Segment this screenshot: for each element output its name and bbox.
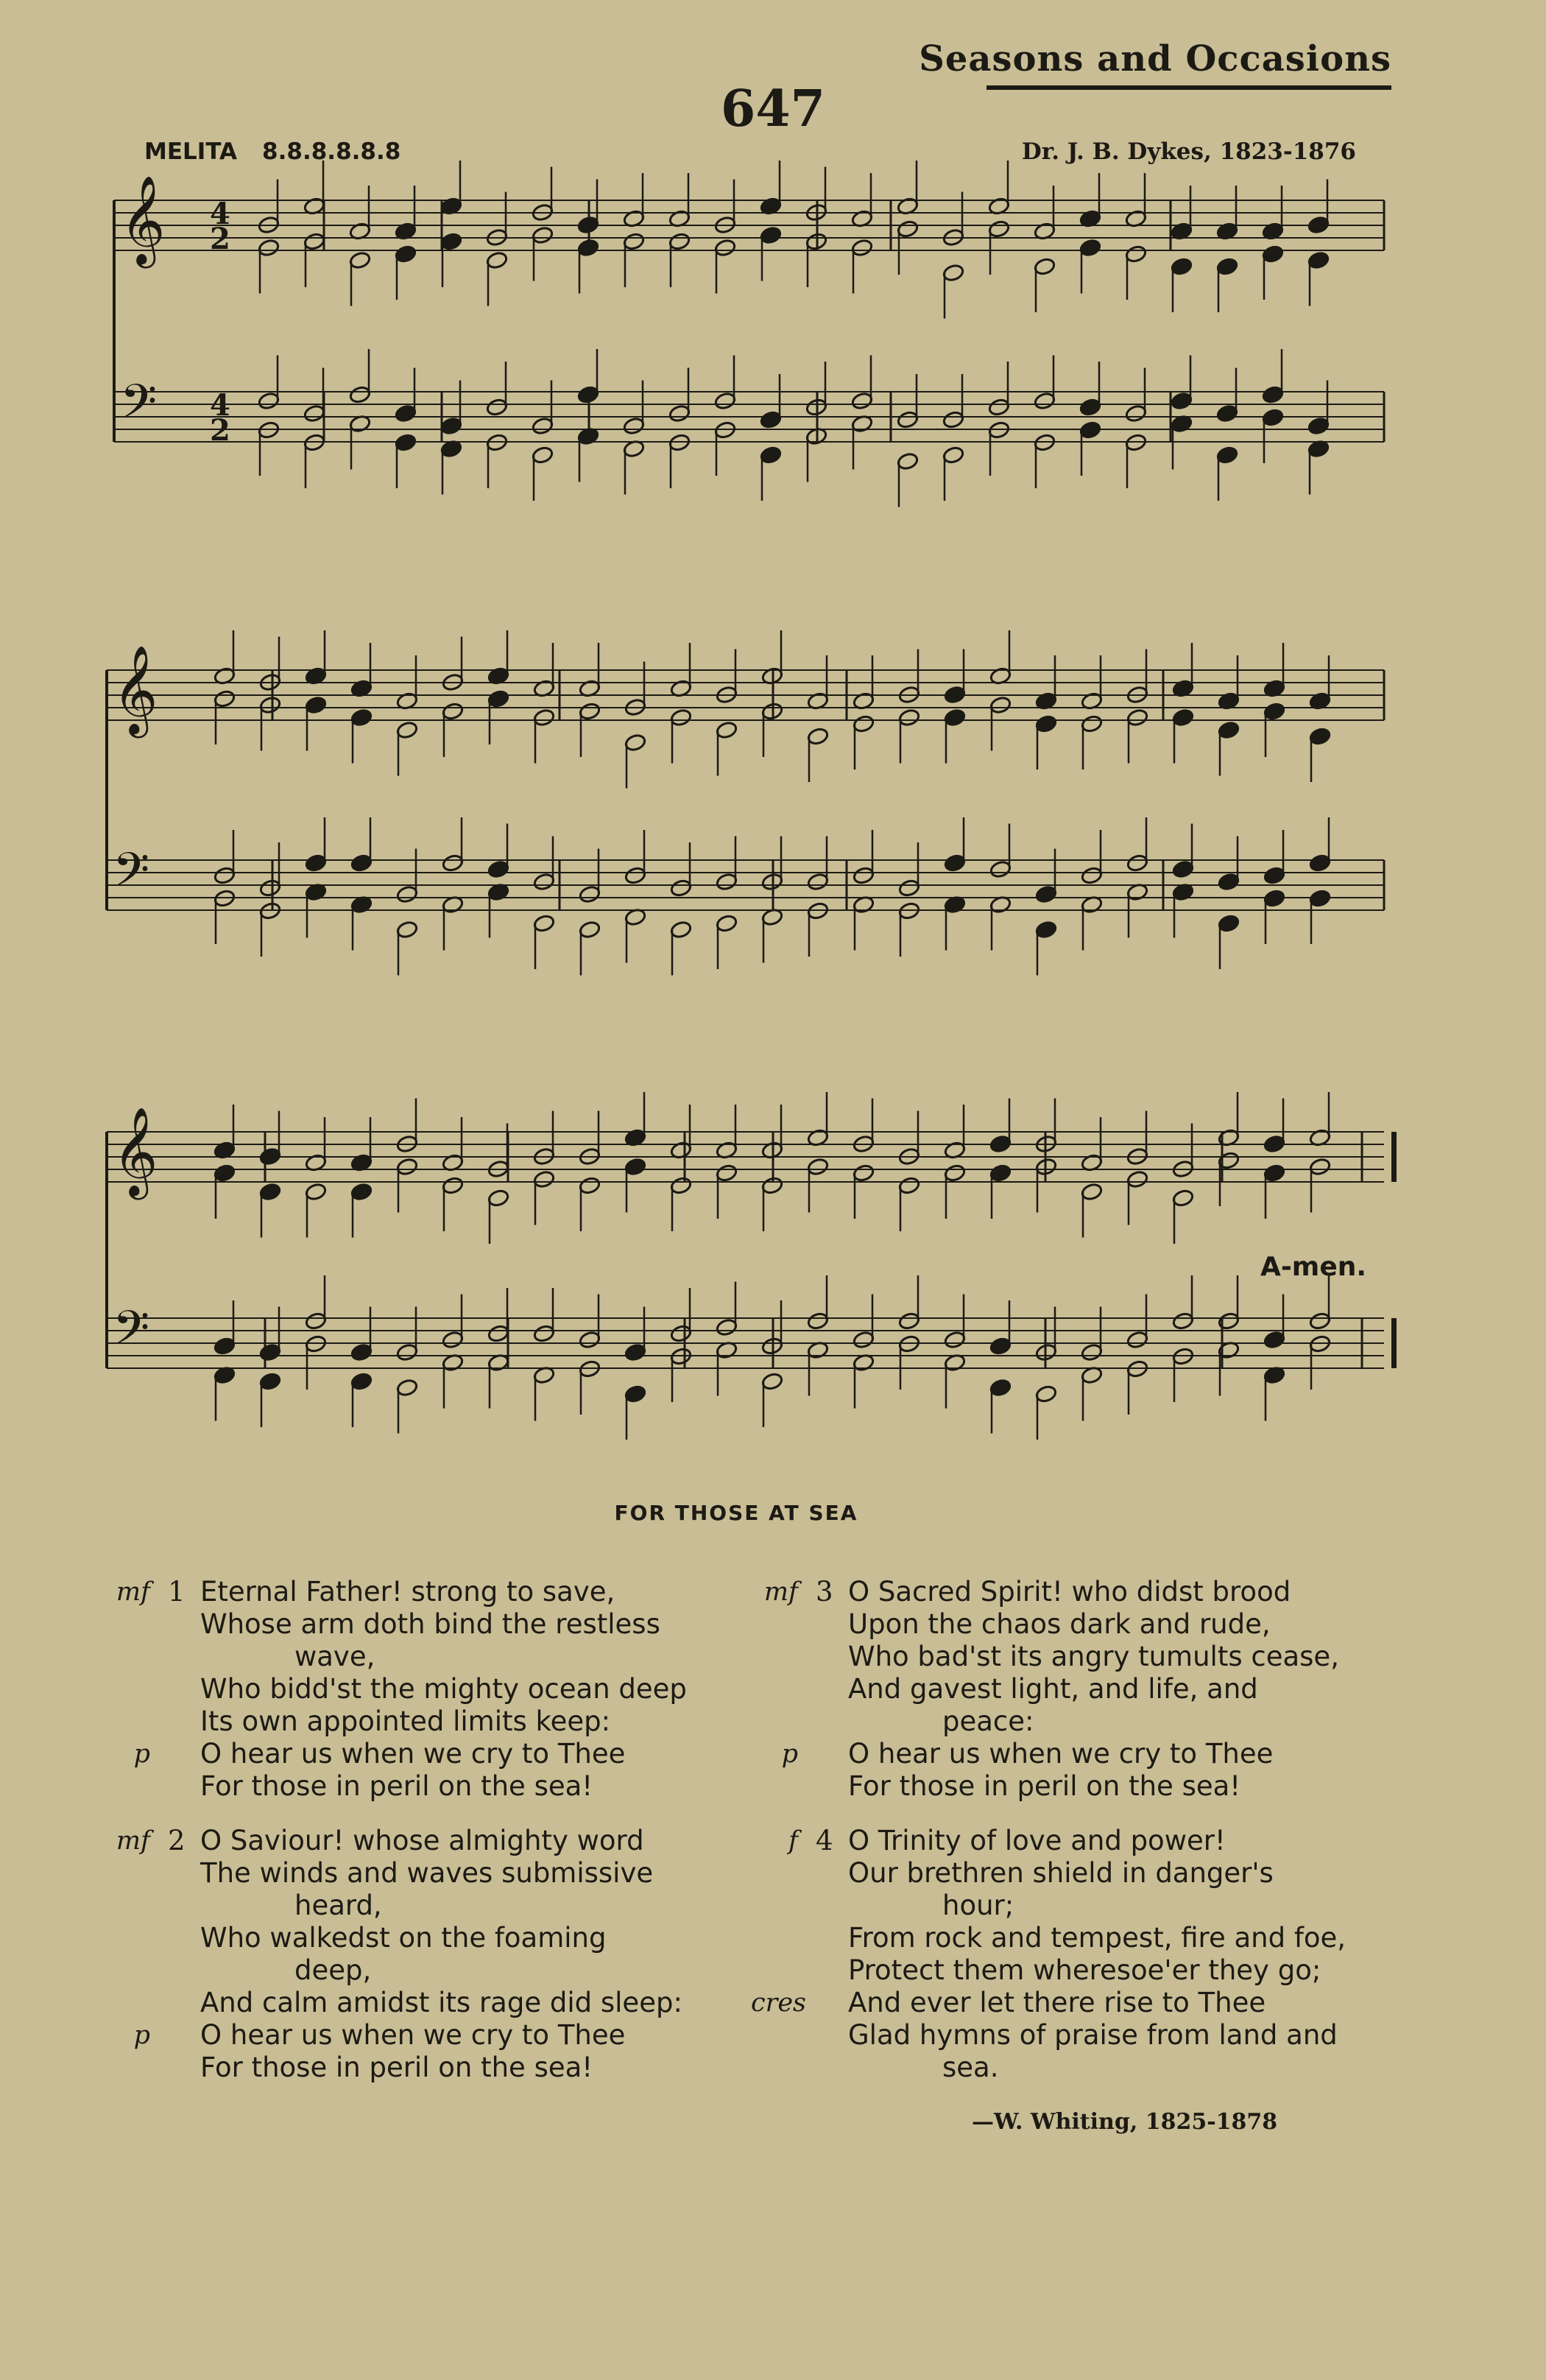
note-head — [989, 696, 1012, 715]
note-head — [305, 1312, 328, 1331]
note-head — [442, 1176, 465, 1195]
note-head — [1218, 873, 1240, 892]
note-head — [579, 920, 601, 940]
note-head — [807, 1158, 830, 1177]
note-head — [305, 1183, 328, 1202]
note-head — [760, 446, 783, 465]
note-head — [577, 216, 600, 235]
note-head — [579, 1176, 601, 1195]
note-head — [486, 398, 509, 417]
note-head — [259, 1372, 282, 1391]
verse-line — [103, 2052, 736, 2084]
note-head — [1081, 1183, 1104, 1202]
note-head — [851, 392, 874, 411]
verse-line — [751, 1576, 1399, 1608]
composer-credit: Dr. J. B. Dykes, 1823-1876 — [1021, 138, 1356, 165]
verse-line — [751, 1705, 1399, 1738]
note-head — [1172, 860, 1195, 879]
verse-line — [103, 1890, 736, 1922]
note-head — [989, 1337, 1012, 1356]
note-head — [259, 1183, 282, 1202]
note-head — [1125, 404, 1148, 423]
verse-line — [103, 1770, 736, 1803]
note-head — [258, 392, 280, 411]
note-head — [350, 1343, 373, 1362]
verse-line-text: And gavest light, and life, and — [848, 1673, 1258, 1705]
note-head — [487, 1189, 510, 1208]
verse-line-text: Our brethren shield in danger's — [848, 1857, 1274, 1889]
note-head — [533, 1324, 556, 1343]
verse-line-text: hour; — [942, 1890, 1014, 1921]
note-head — [1081, 1343, 1104, 1362]
note-head — [396, 885, 419, 904]
note-head — [716, 721, 738, 740]
note-head — [670, 1176, 693, 1195]
verse-line — [751, 2052, 1399, 2084]
note-head — [1307, 417, 1330, 436]
dynamic-marking: cres — [751, 1988, 807, 2018]
note-head — [1126, 1170, 1149, 1189]
verse-line — [751, 2019, 1399, 2052]
note-head — [533, 708, 556, 728]
verse-line-text: Who walkedst on the foaming — [200, 1922, 607, 1954]
note-head — [1262, 244, 1285, 264]
note-head — [714, 392, 737, 411]
verse-line-text: wave, — [294, 1641, 375, 1672]
note-head — [1263, 866, 1286, 885]
note-head — [942, 446, 965, 465]
note-head — [305, 853, 328, 873]
note-head — [533, 1170, 556, 1189]
note-head — [670, 708, 693, 728]
note-head — [1309, 1158, 1332, 1177]
note-head — [761, 1372, 784, 1391]
dynamic-marking: p — [133, 1739, 150, 1769]
treble-clef-icon: 𝄞 — [113, 644, 158, 734]
note-head — [1079, 420, 1102, 440]
note-head — [897, 410, 920, 429]
verse-line — [103, 1576, 736, 1608]
note-head — [1172, 1312, 1195, 1331]
note-head — [1172, 1189, 1195, 1208]
note-head — [532, 226, 554, 245]
verse-line-text: Who bad'st its angry tumults cease, — [848, 1641, 1339, 1672]
note-head — [1081, 866, 1104, 885]
verse-line — [751, 1954, 1399, 1987]
note-head — [623, 417, 646, 436]
note-head — [851, 239, 874, 258]
verse-line — [751, 1825, 1399, 1857]
note-head — [1126, 708, 1149, 728]
note-head — [944, 708, 967, 728]
note-head — [761, 1176, 784, 1195]
amen-label: A-men. — [1260, 1252, 1367, 1282]
note-head — [1171, 257, 1193, 276]
note-head — [944, 1163, 967, 1183]
verse-line-text: peace: — [942, 1705, 1034, 1737]
note-head — [1081, 714, 1104, 733]
author-attribution: —W. Whiting, 1825-1878 — [972, 2109, 1278, 2135]
note-head — [259, 1147, 282, 1166]
note-head — [395, 404, 417, 423]
note-head — [305, 696, 328, 715]
note-head — [898, 708, 921, 728]
note-head — [533, 873, 556, 892]
note-head — [1307, 216, 1330, 235]
note-head — [807, 873, 830, 892]
bass-clef-icon: 𝄢 — [113, 1301, 150, 1367]
note-head — [533, 914, 556, 933]
note-head — [716, 1163, 738, 1183]
note-head — [1218, 721, 1240, 740]
note-head — [760, 226, 783, 245]
note-head — [624, 1158, 647, 1177]
verse-line-text: O Trinity of love and power! — [848, 1825, 1226, 1856]
note-head — [579, 702, 601, 721]
note-head — [1171, 392, 1193, 411]
note-head — [853, 1331, 875, 1350]
note-head — [213, 1163, 236, 1183]
note-head — [807, 1312, 830, 1331]
note-head — [440, 232, 463, 251]
verse-line-text: And ever let there rise to Thee — [848, 1987, 1266, 2018]
note-head — [716, 914, 738, 933]
verse-line-text: And calm amidst its rage did sleep: — [200, 1987, 682, 2018]
note-head — [396, 920, 419, 940]
note-head — [1216, 404, 1239, 423]
note-head — [1218, 1151, 1240, 1170]
note-head — [259, 696, 282, 715]
verse-line — [751, 1738, 1399, 1770]
note-head — [396, 1343, 419, 1362]
note-head — [487, 860, 510, 879]
note-head — [942, 410, 965, 429]
verse-line-text: For those in peril on the sea! — [200, 2052, 593, 2083]
verse-line — [103, 1954, 736, 1987]
verse-line-text: Whose arm doth bind the restless — [200, 1608, 660, 1640]
verse-line-text: For those in peril on the sea! — [848, 1770, 1241, 1802]
note-head — [624, 866, 647, 885]
note-head — [440, 417, 463, 436]
verse-line-text: O Sacred Spirit! who didst brood — [848, 1576, 1291, 1608]
note-head — [989, 1163, 1012, 1183]
note-head — [1218, 1312, 1240, 1331]
note-head — [396, 1379, 419, 1398]
note-head — [1172, 708, 1195, 728]
dynamic-marking: mf — [116, 1826, 150, 1856]
verse-line-text: sea. — [942, 2052, 999, 2083]
note-head — [897, 219, 920, 239]
note-head — [944, 686, 967, 705]
verse-line-text: O hear us when we cry to Thee — [848, 1738, 1274, 1770]
note-head — [670, 879, 693, 898]
verse-number: 1 — [168, 1576, 186, 1608]
verse-line-text: The winds and waves submissive — [200, 1857, 654, 1889]
note-head — [1034, 392, 1056, 411]
note-head — [577, 385, 600, 404]
note-head — [897, 452, 920, 471]
verse-line — [751, 1673, 1399, 1705]
verse-line — [103, 1922, 736, 1954]
verse-line-text: From rock and tempest, fire and foe, — [848, 1922, 1346, 1954]
note-head — [1262, 385, 1285, 404]
note-head — [624, 1384, 647, 1404]
note-head — [989, 860, 1012, 879]
verse-line — [103, 1641, 736, 1673]
note-head — [395, 244, 417, 264]
note-head — [716, 1318, 738, 1337]
verse-line-text: heard, — [294, 1890, 382, 1921]
note-head — [668, 232, 691, 251]
note-head — [487, 1324, 510, 1343]
note-head — [1079, 398, 1102, 417]
note-head — [442, 853, 465, 873]
note-head — [760, 410, 783, 429]
note-head — [442, 702, 465, 721]
note-head — [944, 1331, 967, 1350]
time-signature-top: 4 — [210, 197, 230, 231]
note-head — [1309, 1312, 1332, 1331]
note-head — [350, 1372, 373, 1391]
note-head — [714, 239, 737, 258]
note-head — [853, 1163, 875, 1183]
verse-line-text: O hear us when we cry to Thee — [200, 1738, 626, 1770]
bass-clef-icon: 𝄢 — [120, 375, 158, 441]
note-head — [442, 1331, 465, 1350]
verse-line-text: O hear us when we cry to Thee — [200, 2019, 626, 2051]
verse-line-text: Eternal Father! strong to save, — [200, 1576, 615, 1608]
note-head — [1309, 889, 1332, 908]
verse-line — [103, 1673, 736, 1705]
treble-clef-icon: 𝄞 — [120, 175, 166, 264]
note-head — [349, 385, 372, 404]
verse-number: 3 — [816, 1576, 833, 1608]
note-head — [624, 733, 647, 753]
note-head — [1035, 1384, 1058, 1404]
note-head — [532, 446, 554, 465]
time-signature-top: 4 — [210, 388, 230, 423]
dynamic-marking: f — [788, 1826, 798, 1856]
note-head — [1309, 853, 1332, 873]
note-head — [395, 433, 417, 452]
note-head — [989, 1135, 1012, 1154]
verse-line-text: Its own appointed limits keep: — [200, 1705, 611, 1737]
note-head — [1218, 914, 1240, 933]
note-head — [1263, 889, 1286, 908]
note-head — [1262, 408, 1285, 427]
note-head — [350, 853, 373, 873]
note-head — [668, 404, 691, 423]
note-head — [396, 721, 419, 740]
note-head — [988, 398, 1011, 417]
note-head — [1035, 920, 1058, 940]
verse-1 — [103, 1576, 736, 1803]
note-head — [1079, 239, 1102, 258]
dynamic-marking: p — [781, 1739, 798, 1769]
note-head — [396, 1158, 419, 1177]
dynamic-marking: p — [133, 2021, 150, 2050]
note-head — [623, 232, 646, 251]
note-head — [898, 1176, 921, 1195]
note-head — [487, 689, 510, 708]
note-head — [303, 232, 326, 251]
note-head — [486, 251, 509, 270]
verse-line — [751, 1641, 1399, 1673]
note-head — [1125, 244, 1148, 264]
hymn-subtitle: FOR THOSE AT SEA — [614, 1501, 858, 1525]
verse-line — [103, 1987, 736, 2019]
tune-name: MELITA — [144, 138, 238, 165]
verse-line-text: Who bidd'st the mighty ocean deep — [200, 1673, 687, 1705]
verse-3 — [751, 1576, 1399, 1803]
note-head — [259, 879, 282, 898]
section-title: Seasons and Occasions — [919, 38, 1391, 80]
note-head — [259, 1343, 282, 1362]
verse-number: 2 — [168, 1825, 186, 1856]
tune-meter: 8.8.8.8.8.8 — [262, 138, 401, 165]
note-head — [988, 219, 1011, 239]
note-head — [579, 885, 601, 904]
verse-line — [751, 1922, 1399, 1954]
final-barline — [1391, 1132, 1397, 1182]
note-head — [1035, 714, 1058, 733]
note-head — [1307, 251, 1330, 270]
note-head — [624, 1343, 647, 1362]
verse-line-text: Protect them wheresoe'er they go; — [848, 1954, 1321, 1986]
verse-line-text: O Saviour! whose almighty word — [200, 1825, 644, 1856]
note-head — [1309, 727, 1332, 746]
hymn-number: 647 — [721, 80, 825, 138]
note-head — [989, 1379, 1012, 1398]
note-head — [944, 853, 967, 873]
note-head — [670, 1324, 693, 1343]
verse-line-text: deep, — [294, 1954, 372, 1986]
dynamic-marking: mf — [116, 1577, 150, 1607]
verse-line — [103, 1608, 736, 1641]
verse-line — [751, 1608, 1399, 1641]
final-barline — [1391, 1318, 1397, 1368]
note-head — [349, 251, 372, 270]
note-head — [716, 873, 738, 892]
note-head — [898, 1312, 921, 1331]
time-signature-bottom: 2 — [210, 413, 230, 448]
verse-line — [103, 2019, 736, 2052]
treble-clef-icon: 𝄞 — [113, 1106, 158, 1196]
note-head — [350, 1183, 373, 1202]
bass-clef-icon: 𝄢 — [113, 843, 150, 909]
note-head — [1126, 1331, 1149, 1350]
note-head — [1035, 885, 1058, 904]
verses-left-column — [103, 1576, 736, 2106]
note-head — [1216, 257, 1239, 276]
note-head — [1263, 1163, 1286, 1183]
verse-4 — [751, 1825, 1399, 2084]
note-head — [1216, 446, 1239, 465]
note-head — [350, 708, 373, 728]
note-head — [853, 714, 875, 733]
verse-line — [751, 1857, 1399, 1890]
note-head — [1263, 702, 1286, 721]
note-head — [1034, 257, 1056, 276]
note-head — [853, 866, 875, 885]
note-head — [532, 417, 554, 436]
verses-right-column — [751, 1576, 1399, 2138]
verse-line-text: For those in peril on the sea! — [200, 1770, 593, 1802]
note-head — [303, 404, 326, 423]
note-head — [258, 239, 280, 258]
note-head — [1263, 1135, 1286, 1154]
note-head — [1126, 853, 1149, 873]
note-head — [579, 1331, 601, 1350]
verse-number: 4 — [816, 1825, 833, 1856]
verse-line — [751, 1770, 1399, 1803]
verse-line — [103, 1738, 736, 1770]
note-head — [942, 264, 965, 283]
note-head — [898, 879, 921, 898]
verse-line — [751, 1987, 1399, 2019]
verse-2 — [103, 1825, 736, 2084]
note-head — [213, 689, 236, 708]
verse-line-text: Upon the chaos dark and rude, — [848, 1608, 1271, 1640]
note-head — [807, 727, 830, 746]
verse-line — [103, 1705, 736, 1738]
verse-line-text: Glad hymns of praise from land and — [848, 2019, 1338, 2051]
verse-line — [103, 1857, 736, 1890]
note-head — [577, 239, 600, 258]
verse-line — [751, 1890, 1399, 1922]
note-head — [670, 920, 693, 940]
verse-line — [103, 1825, 736, 1857]
note-head — [213, 866, 236, 885]
time-signature-bottom: 2 — [210, 222, 230, 256]
dynamic-marking: mf — [763, 1577, 798, 1607]
note-head — [1263, 1331, 1286, 1350]
note-head — [213, 1337, 236, 1356]
